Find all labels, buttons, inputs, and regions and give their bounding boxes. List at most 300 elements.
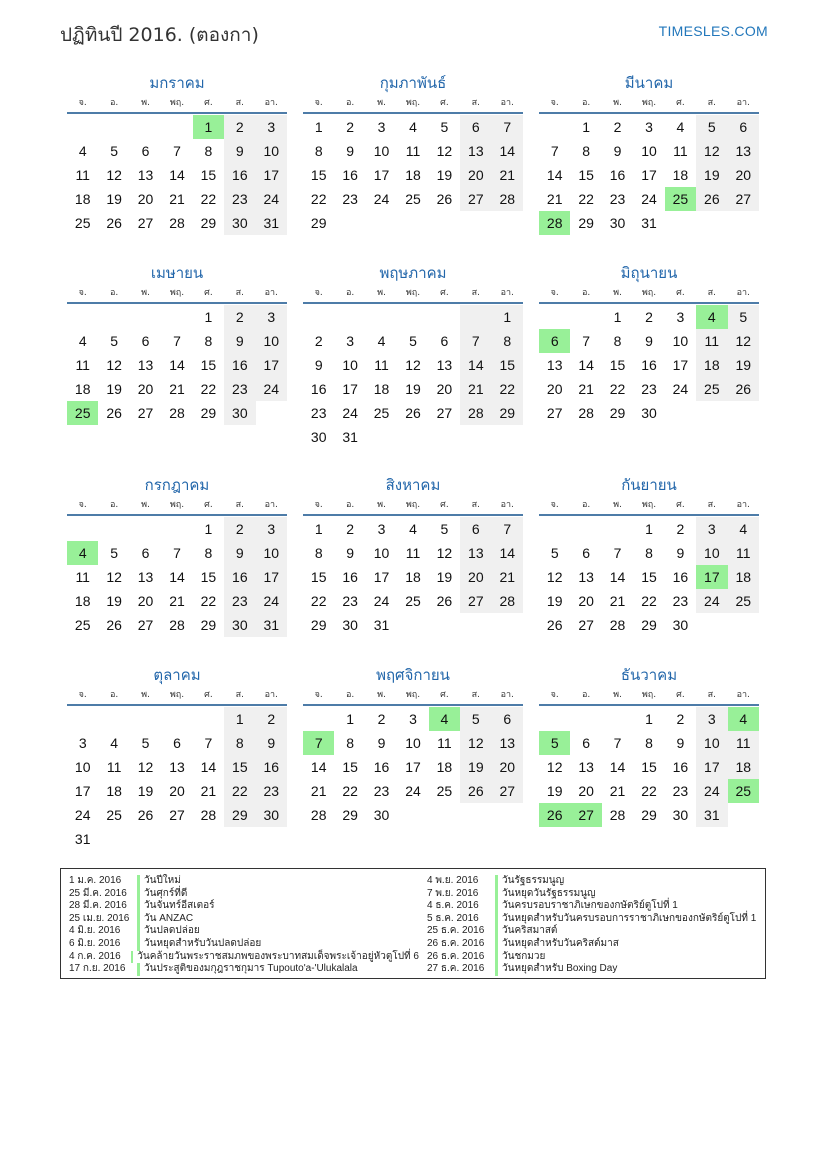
day-cell: 27 [578, 617, 594, 633]
day-cell: 27 [460, 589, 491, 613]
day-cell: 2 [314, 333, 323, 349]
day-cell: 10 [256, 541, 287, 565]
weekday-label: ศ. [676, 288, 685, 298]
day-cell: 17 [256, 163, 287, 187]
day-cell: 15 [641, 569, 657, 585]
day-cell: 26 [106, 215, 122, 231]
month-name: มกราคม [149, 74, 205, 92]
day-cell: 19 [137, 783, 154, 799]
day-cell: 9 [346, 143, 355, 159]
day-cell: 27 [492, 779, 523, 803]
brand-link[interactable]: TIMESLES.COM [658, 23, 768, 39]
empty-day-cell [696, 613, 727, 637]
day-cell: 23 [342, 593, 358, 609]
empty-day-cell [570, 707, 601, 731]
day-cell: 16 [672, 759, 689, 775]
day-cell: 11 [696, 329, 727, 353]
day-cell: 18 [728, 565, 759, 589]
day-cell: 15 [609, 357, 626, 373]
legend-holiday-name: วันหยุดสำหรับวันครบรอบการราชาภิเษกของกษัตริย์ตูโปที่ 1 [502, 912, 757, 924]
day-cell: 23 [224, 187, 255, 211]
legend-row [69, 900, 419, 913]
day-cell: 21 [492, 163, 523, 187]
month-name: ตุลาคม [153, 666, 201, 684]
day-cell: 24 [641, 191, 657, 207]
day-cell: 8 [314, 545, 323, 561]
legend-date: 4 พ.ย. 2016 [427, 875, 479, 886]
empty-day-cell [492, 425, 523, 449]
weekday-label: ส. [235, 288, 244, 298]
legend-date: 4 มิ.ย. 2016 [69, 925, 121, 937]
day-cell: 15 [310, 569, 327, 585]
day-cell: 27 [436, 405, 453, 421]
day-cell: 16 [342, 167, 358, 183]
weekday-label: ศ. [440, 690, 449, 700]
day-cell: 11 [405, 143, 421, 159]
day-cell: 10 [74, 759, 91, 775]
day-cell: 29 [310, 215, 327, 231]
weekday-label: จ. [314, 690, 323, 700]
day-cell: 6 [460, 517, 491, 541]
weekday-header [67, 284, 287, 304]
empty-day-cell [539, 305, 570, 329]
weekday-label: จ. [314, 98, 323, 108]
holiday-day-cell: 4 [429, 707, 460, 731]
day-grid [303, 707, 523, 827]
legend-color-bar [495, 913, 498, 926]
empty-day-cell [460, 613, 491, 637]
weekday-label: อา. [500, 500, 514, 510]
day-cell: 22 [578, 191, 594, 207]
month-name: พฤศจิกายน [376, 666, 450, 684]
weekday-label: พฤ. [405, 288, 421, 298]
day-cell: 16 [310, 381, 327, 397]
day-cell: 23 [224, 377, 255, 401]
empty-day-cell [539, 517, 570, 541]
weekday-label: อา. [500, 98, 514, 108]
day-cell: 30 [310, 429, 327, 445]
day-cell: 21 [546, 191, 563, 207]
empty-day-cell [98, 827, 129, 851]
day-cell: 19 [696, 163, 727, 187]
day-cell: 4 [110, 735, 119, 751]
weekday-label: อ. [581, 288, 591, 298]
day-cell: 15 [342, 759, 358, 775]
day-cell: 17 [672, 357, 689, 373]
empty-day-cell [130, 827, 161, 851]
weekday-label: ส. [707, 98, 716, 108]
month-calendar [67, 260, 287, 472]
day-cell: 9 [224, 541, 255, 565]
day-cell: 3 [409, 711, 417, 727]
day-cell: 24 [74, 807, 91, 823]
day-cell: 9 [613, 143, 622, 159]
day-cell: 9 [676, 735, 685, 751]
day-cell: 14 [492, 541, 523, 565]
day-cell: 10 [405, 735, 421, 751]
weekday-label: จ. [78, 500, 87, 510]
day-cell: 8 [645, 735, 653, 751]
day-cell: 20 [169, 783, 185, 799]
day-cell: 21 [609, 783, 626, 799]
legend-row [69, 925, 419, 938]
day-cell: 11 [405, 545, 421, 561]
day-cell: 22 [200, 381, 217, 397]
month-name: กันยายน [621, 476, 677, 494]
weekday-label: พฤ. [169, 288, 185, 298]
day-cell: 10 [373, 545, 390, 561]
day-cell: 9 [676, 545, 685, 561]
weekday-label: ศ. [440, 500, 449, 510]
month-calendar [67, 472, 287, 662]
day-grid [539, 707, 759, 827]
holiday-day-cell: 28 [539, 211, 570, 235]
day-cell: 6 [440, 333, 449, 349]
day-cell: 12 [137, 759, 154, 775]
weekday-label: จ. [550, 690, 559, 700]
day-cell: 2 [377, 711, 386, 727]
legend-date: 26 ธ.ค. 2016 [427, 950, 485, 962]
weekday-label: อ. [581, 98, 591, 108]
day-cell: 5 [409, 333, 417, 349]
weekday-label: พฤ. [405, 98, 421, 108]
day-cell: 1 [224, 707, 255, 731]
day-cell: 22 [200, 593, 217, 609]
empty-day-cell [161, 305, 192, 329]
day-cell: 16 [224, 163, 255, 187]
weekday-label: ศ. [204, 690, 213, 700]
day-cell: 28 [492, 187, 523, 211]
weekday-label: อ. [345, 690, 355, 700]
day-cell: 24 [696, 779, 727, 803]
empty-day-cell [728, 401, 759, 425]
day-cell: 12 [696, 139, 727, 163]
day-cell: 29 [200, 405, 217, 421]
day-cell: 30 [224, 613, 255, 637]
day-cell: 18 [672, 167, 689, 183]
day-cell: 19 [546, 783, 563, 799]
day-cell: 21 [169, 593, 185, 609]
holiday-day-cell: 4 [728, 707, 759, 731]
empty-day-cell [728, 613, 759, 637]
weekday-label: ส. [707, 500, 716, 510]
day-cell: 1 [204, 309, 213, 325]
day-cell: 29 [641, 807, 657, 823]
day-cell: 22 [492, 377, 523, 401]
weekday-label: พฤ. [169, 98, 185, 108]
day-cell: 30 [641, 405, 657, 421]
month-name: เมษายน [150, 264, 204, 282]
day-cell: 10 [696, 541, 727, 565]
day-grid [67, 707, 287, 851]
day-cell: 5 [696, 115, 727, 139]
weekday-label: อ. [345, 98, 355, 108]
day-cell: 9 [256, 731, 287, 755]
empty-day-cell [67, 115, 98, 139]
day-cell: 7 [173, 333, 181, 349]
page-title: ปฏิทินปี 2016. (ตองกา) [60, 24, 259, 46]
empty-day-cell [696, 211, 727, 235]
legend-color-bar [495, 875, 498, 888]
day-cell: 20 [578, 783, 594, 799]
empty-day-cell [130, 115, 161, 139]
day-cell: 13 [578, 569, 594, 585]
weekday-label: อ. [109, 98, 119, 108]
day-cell: 22 [310, 593, 327, 609]
day-cell: 28 [492, 589, 523, 613]
weekday-label: อา. [264, 690, 278, 700]
day-cell: 20 [546, 381, 563, 397]
day-cell: 31 [256, 613, 287, 637]
empty-day-cell [397, 211, 428, 235]
day-cell: 28 [169, 617, 185, 633]
weekday-label: อ. [581, 690, 591, 700]
month-name: ธันวาคม [620, 666, 678, 684]
legend-holiday-name: วัน ANZAC [144, 912, 194, 924]
day-cell: 23 [672, 593, 689, 609]
day-cell: 20 [492, 755, 523, 779]
day-cell: 24 [696, 589, 727, 613]
day-cell: 14 [169, 167, 185, 183]
day-cell: 24 [373, 593, 390, 609]
day-cell: 4 [78, 143, 87, 159]
weekday-label: จ. [550, 98, 559, 108]
legend-color-bar [137, 900, 140, 913]
day-cell: 11 [75, 357, 90, 373]
day-cell: 26 [546, 617, 563, 633]
day-cell: 5 [110, 143, 119, 159]
weekday-label: อ. [109, 288, 119, 298]
day-cell: 24 [342, 405, 358, 421]
legend-date: 28 มี.ค. 2016 [69, 900, 127, 912]
day-cell: 11 [728, 731, 759, 755]
day-cell: 18 [373, 381, 390, 397]
empty-day-cell [570, 305, 601, 329]
weekday-label: พ. [141, 500, 150, 510]
day-cell: 17 [74, 783, 91, 799]
day-cell: 24 [256, 377, 287, 401]
day-cell: 7 [492, 517, 523, 541]
month-name: กรกฎาคม [144, 476, 210, 494]
legend-date: 25 ธ.ค. 2016 [427, 925, 485, 937]
day-cell: 7 [550, 143, 559, 159]
day-cell: 15 [224, 755, 255, 779]
day-cell: 8 [613, 333, 622, 349]
day-cell: 15 [578, 167, 594, 183]
legend-color-bar [495, 888, 498, 901]
holiday-day-cell: 25 [665, 187, 696, 211]
day-cell: 12 [106, 357, 122, 373]
holiday-day-cell: 26 [539, 803, 570, 827]
day-cell: 16 [224, 565, 255, 589]
month-calendar [539, 260, 759, 472]
day-cell: 16 [256, 755, 287, 779]
day-cell: 19 [460, 755, 491, 779]
day-cell: 22 [200, 191, 217, 207]
day-cell: 30 [224, 211, 255, 235]
day-grid [303, 115, 523, 235]
day-cell: 23 [609, 191, 626, 207]
legend-color-bar [137, 963, 140, 976]
holiday-day-cell: 25 [728, 779, 759, 803]
legend-row [69, 938, 419, 951]
weekday-label: อ. [109, 500, 119, 510]
day-cell: 10 [696, 731, 727, 755]
empty-day-cell [67, 305, 98, 329]
day-cell: 29 [200, 215, 217, 231]
day-cell: 8 [204, 545, 213, 561]
day-cell: 26 [460, 779, 491, 803]
day-cell: 30 [256, 803, 287, 827]
day-cell: 1 [645, 711, 653, 727]
day-cell: 16 [641, 357, 657, 373]
empty-day-cell [665, 401, 696, 425]
day-cell: 14 [200, 759, 217, 775]
day-cell: 4 [409, 521, 417, 537]
day-cell: 13 [728, 139, 759, 163]
day-cell: 30 [672, 807, 689, 823]
day-cell: 22 [310, 191, 327, 207]
legend-row [427, 900, 777, 913]
weekday-label: ส. [471, 500, 480, 510]
legend-row [427, 913, 777, 926]
day-cell: 2 [224, 305, 255, 329]
weekday-label: ศ. [204, 288, 213, 298]
day-cell: 23 [672, 783, 689, 799]
weekday-label: ส. [235, 500, 244, 510]
day-grid [67, 115, 287, 235]
day-cell: 15 [310, 167, 327, 183]
holiday-day-cell: 4 [696, 305, 727, 329]
legend-holiday-name: วันหยุดวันรัฐธรรมนูญ [502, 887, 596, 899]
weekday-label: พฤ. [405, 500, 421, 510]
weekday-label: อา. [264, 288, 278, 298]
day-cell: 3 [377, 119, 386, 135]
day-cell: 5 [141, 735, 150, 751]
weekday-label: พ. [377, 500, 386, 510]
day-cell: 7 [173, 143, 181, 159]
day-cell: 1 [492, 305, 523, 329]
empty-day-cell [256, 401, 287, 425]
day-cell: 15 [200, 357, 217, 373]
day-cell: 6 [492, 707, 523, 731]
day-cell: 16 [609, 167, 626, 183]
weekday-header [539, 94, 759, 114]
weekday-label: พ. [377, 98, 386, 108]
empty-day-cell [460, 305, 491, 329]
empty-day-cell [256, 827, 287, 851]
day-cell: 25 [405, 593, 421, 609]
day-cell: 13 [137, 357, 154, 373]
weekday-label: อ. [345, 500, 355, 510]
empty-day-cell [130, 517, 161, 541]
legend-holiday-name: วันชกมวย [502, 950, 546, 962]
day-cell: 3 [696, 517, 727, 541]
day-cell: 14 [546, 167, 563, 183]
day-cell: 7 [613, 735, 622, 751]
day-cell: 17 [696, 755, 727, 779]
empty-day-cell [492, 803, 523, 827]
weekday-header [67, 496, 287, 516]
empty-day-cell [161, 827, 192, 851]
month-name: มีนาคม [624, 74, 674, 92]
day-cell: 7 [613, 545, 622, 561]
empty-day-cell [224, 827, 255, 851]
weekday-label: พฤ. [169, 690, 185, 700]
weekday-label: ศ. [676, 500, 685, 510]
day-cell: 29 [641, 617, 657, 633]
day-cell: 31 [641, 215, 657, 231]
holiday-day-cell: 5 [539, 731, 570, 755]
empty-day-cell [539, 115, 570, 139]
day-cell: 23 [641, 381, 657, 397]
day-cell: 24 [256, 187, 287, 211]
weekday-label: จ. [314, 288, 323, 298]
day-cell: 13 [546, 357, 563, 373]
day-cell: 15 [641, 759, 657, 775]
legend-date: 6 มิ.ย. 2016 [69, 937, 121, 949]
weekday-label: พ. [141, 690, 150, 700]
day-cell: 18 [106, 783, 122, 799]
weekday-label: อ. [345, 288, 355, 298]
day-cell: 6 [141, 545, 150, 561]
legend-date: 7 พ.ย. 2016 [427, 887, 479, 899]
day-cell: 1 [346, 711, 355, 727]
day-cell: 25 [696, 377, 727, 401]
day-cell: 19 [106, 593, 122, 609]
legend-date: 4 ธ.ค. 2016 [427, 900, 479, 912]
weekday-label: พ. [613, 500, 622, 510]
day-cell: 15 [200, 569, 217, 585]
holiday-day-cell: 4 [67, 541, 98, 565]
weekday-header [539, 496, 759, 516]
empty-day-cell [397, 425, 428, 449]
weekday-header [67, 686, 287, 706]
day-cell: 31 [74, 831, 91, 847]
legend-row [69, 888, 419, 901]
day-cell: 19 [106, 381, 122, 397]
day-cell: 8 [492, 329, 523, 353]
holiday-day-cell: 7 [303, 731, 334, 755]
day-cell: 26 [696, 187, 727, 211]
weekday-label: อา. [500, 690, 514, 700]
day-cell: 1 [314, 119, 323, 135]
day-cell: 4 [728, 517, 759, 541]
weekday-label: อ. [581, 500, 591, 510]
day-cell: 23 [342, 191, 358, 207]
legend-holiday-name: วันประสูติของมกุฎราชกุมาร Tupouto'a-'Ulukalala [144, 963, 358, 975]
day-cell: 5 [728, 305, 759, 329]
weekday-header [539, 686, 759, 706]
day-cell: 16 [672, 569, 689, 585]
day-cell: 3 [696, 707, 727, 731]
empty-day-cell [728, 211, 759, 235]
day-cell: 18 [74, 593, 91, 609]
weekday-label: อา. [736, 98, 750, 108]
day-cell: 16 [224, 353, 255, 377]
day-cell: 19 [436, 569, 453, 585]
day-cell: 11 [374, 357, 389, 373]
month-name: สิงหาคม [385, 476, 441, 494]
legend-row [69, 875, 419, 888]
legend-color-bar [495, 900, 498, 913]
day-cell: 10 [256, 329, 287, 353]
legend-row [427, 875, 777, 888]
day-cell: 2 [224, 115, 255, 139]
weekday-label: ศ. [440, 98, 449, 108]
day-cell: 14 [310, 759, 327, 775]
day-cell: 4 [676, 119, 685, 135]
